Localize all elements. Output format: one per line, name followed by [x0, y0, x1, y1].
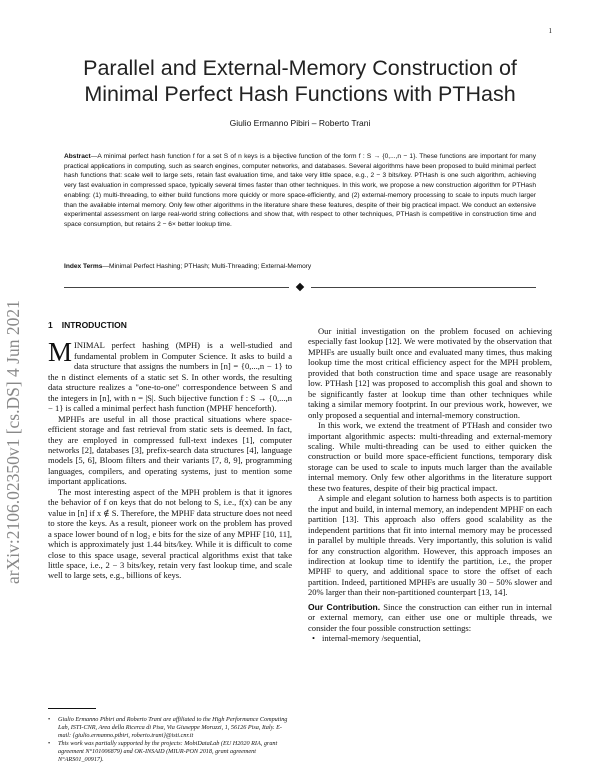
footnotes	[48, 716, 292, 765]
left-column	[48, 320, 292, 581]
footnote-1	[48, 716, 292, 739]
list-item-text: internal-memory /sequential,	[322, 633, 421, 644]
footnote-1-text: Giulio Ermanno Pibiri and Roberto Trani are affiliated to the High Performance Computing Lab, ISTI-CNR, Area della Ricerca di Pisa, Via Giuseppe Moruzzi, 1, 56126 Pisa, Italy. E-mail: {giulio.ermanno.pibiri, roberto.trani}@isti.cnr.it	[58, 716, 288, 739]
diamond-icon	[296, 283, 304, 291]
title-line-1: Parallel and External-Memory Construction of	[83, 56, 517, 80]
abstract-text: —A minimal perfect hash function f for a set S of n keys is a bijective function of the form f : S → {0,...,n − 1}. These functions are important for many practical applications in computing, such as search engines, computer networks, and databases. Several algorithms have been proposed to build minimal perfect hash functions that: scale well to large sets, retain fast evaluation time, and take very little space, e.g., 2 − 3 bits/key. PTHash is one such algorithm, achieving very fast evaluation in compressed space, typically several times faster than other techniques. In this work, we propose a new construction algorithm for PTHash enabling: (1) multi-threading, to either build functions more quickly or more space-efficiently, and (2) external-memory processing to scale to inputs much larger than the available internal memory. Only few other algorithms in the literature share these features, despite of their big practical impact. We conduct an extensive experimental assessment on large real-world string collections and show that, with respect to other techniques, PTHash is competitive in construction time and space consumption, but retains 2 − 6× better lookup time.	[64, 153, 536, 228]
arxiv-stamp-text: arXiv:2106.02350v1 [cs.DS] 4 Jun 2021	[3, 300, 23, 584]
right-column	[308, 326, 552, 644]
body-paragraph-3: A simple and elegant solution to harness both aspects is to partition the input and build, in internal memory, an independent MPHF on each partition [13]. This approach also offers good scalability as the independent partitions that fit into internal memory may be processed in parallel by multiple threads. Very importantly, this solution is valid for any construction algorithm. However, this approach imposes an indirection at lookup time to identify the partition, i.e., the proper MPHF to query, and additional space to store the offset of each partition. Indeed, partitioned MPHFs are usually 30 − 50% slower and 20% larger than their non-partitioned counterpart [13, 14].	[308, 493, 552, 598]
paper-title	[40, 56, 560, 107]
footnote-2-text: This work was partially supported by the projects: MobiDataLab (EU H2020 RIA, grant agreement N°101006879) and OK-INSAID (MIUR-PON 2018, grant agreement N°ARS01_00917).	[58, 740, 278, 763]
section-heading	[48, 320, 292, 330]
intro-paragraph-1-text: INIMAL perfect hashing (MPH) is a well-studied and fundamental problem in Computer Science. It asks to build a data structure that assigns the numbers in [n] = {0,...,n − 1} to the n distinct elements of a static set S. In other words, the resulting data structure realizes a "one-to-one" correspondence between S and the integers in [n], with n = |S|. Such bijective function f : S → {0,...,n − 1} is called a minimal perfect hash function (MPHF henceforth).	[48, 340, 292, 414]
abstract	[64, 152, 536, 230]
footnote-2	[48, 740, 292, 763]
authors: Giulio Ermanno Pibiri – Roberto Trani	[229, 118, 371, 128]
bullet-icon: •	[48, 740, 51, 748]
intro-paragraph-1	[48, 337, 292, 414]
section-number: 1	[48, 320, 53, 330]
section-separator	[64, 284, 536, 292]
title-line-2: Minimal Perfect Hash Functions with PTHash	[84, 81, 516, 106]
bullet-icon: •	[48, 716, 51, 723]
page-number: 1	[548, 27, 552, 35]
contribution-text: Since the construction can either run in internal or external memory, can either use one or multiple threads, we consider the four possible construction settings:	[308, 601, 552, 633]
list-item	[308, 633, 552, 643]
dropcap: M	[48, 337, 73, 368]
body-paragraph-2: In this work, we extend the treatment of PTHash and consider two important algorithmic aspects: multi-threading and external-memory scaling. While multi-threading can be used to either quicken the construction or build more space-efficient functions, temporary disk storage can be used to scale to inputs much larger than the available internal memory. Only few other algorithms in the literature support these two features, despite of their big practical impact.	[308, 420, 552, 493]
contribution-label: Our Contribution.	[308, 601, 381, 612]
index-terms	[64, 263, 536, 270]
index-terms-label: Index Terms	[64, 263, 103, 270]
body-paragraph-1: Our initial investigation on the problem focused on achieving especially fast lookup [12]. We were motivated by the observation that MPHFs are usually built once and evaluated many times, thus making lookup time the most critical efficiency aspect for the MPH problem, provided that both construction time and space usage are reasonably low. PTHash [12] was proposed to accomplish this goal and shown to be significantly faster at lookup time than other techniques while taking a similar memory footprint. In our previous work, however, we only proposed a sequential and internal-memory construction.	[308, 326, 552, 420]
bullet-icon: •	[312, 633, 315, 644]
separator-line-right	[311, 287, 536, 288]
intro-paragraph-2: MPHFs are useful in all those practical situations where space-efficient storage and fast retrieval from static sets is deemed. In fact, they are employed in compressed full-text indexes [1], computer networks [2], databases [3], prefix-search data structures [4], language models [5, 6], Bloom filters and their variants [7, 8, 9], programming languages, compilers, and operating systems, just to mention some important applications.	[48, 413, 292, 487]
index-terms-text: —Minimal Perfect Hashing; PTHash; Multi-Threading; External-Memory	[102, 263, 312, 270]
intro-paragraph-3: The most interesting aspect of the MPH problem is that it ignores the behavior of f on keys that do not belong to S, i.e., f(x) can be any value in [n] if x ∉ S. Therefore, the MPHF data structure does not need to store the keys. As a result, pioneer work on the problem has proved a space lower bound of n log₂ e bits for the size of any MPHF [10, 11], which is approximately just 1.44 bits/key. While it is difficult to come close to this space usage, several practical algorithms exist that take little space, i.e., 2 − 3 bits/key, retain very fast lookup time, and scale well to large sets, e.g., billions of keys.	[48, 486, 292, 581]
footnote-rule	[48, 708, 96, 709]
separator-line-left	[64, 287, 289, 288]
arxiv-stamp	[3, 232, 25, 587]
section-title: INTRODUCTION	[61, 320, 127, 330]
contribution-paragraph	[308, 602, 552, 633]
abstract-label: Abstract	[64, 153, 91, 160]
